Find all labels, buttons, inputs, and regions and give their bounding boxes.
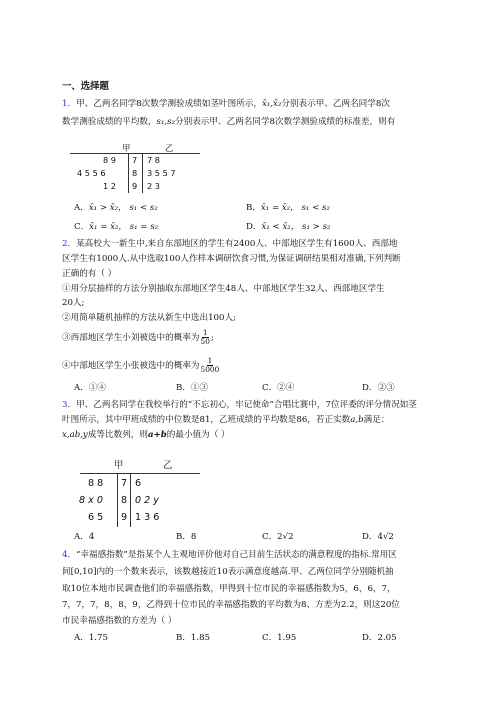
q2-number: 2． (62, 239, 77, 249)
q1-left-leaves-row-1: 8 9 (103, 155, 117, 165)
q3-line-3: x,ab,y成等比数列，则a+b的最小值为（ ） (62, 430, 230, 440)
q2-option-b[interactable]: B．①③ (176, 383, 209, 393)
q2-line-3: 正确的有（ ） (62, 269, 117, 279)
q2-statement-3: ③西部地区学生小刘被选中的概率为 $\frac{1}{50}$ ; (62, 328, 214, 346)
q4-line-2: 间[0,10]内的一个数来表示，该数越接近10表示满意度越高.甲、乙两位同学分别随机抽 (62, 567, 394, 577)
q3-divider-right (130, 473, 131, 527)
q1-left-leaves-row-3: 1 2 (103, 181, 117, 191)
q3-left-header: 甲 (114, 460, 124, 471)
q4-line-4: 7，7，7，8，8，9，乙得到十位市民的幸福感指数的平均数为8、方差为2.2，则这20位 (62, 600, 400, 610)
q2-statement-1a: ①用分层抽样的方法分别抽取东部地区学生48人、中部地区学生32人、西部地区学生 (62, 284, 385, 294)
q4-option-d[interactable]: D．2.05 (362, 633, 397, 643)
q1-sd-symbol: s₁,s₂ (156, 117, 175, 127)
q3-header-rule (80, 473, 200, 474)
q3-option-a[interactable]: A．4 (74, 532, 95, 542)
q1-right-leaves-row-2: 3 5 5 7 (147, 168, 176, 178)
q3-option-c[interactable]: C．2√2 (262, 532, 294, 542)
q4-option-c[interactable]: C．1.95 (262, 633, 297, 643)
q2-line-2: 区学生有1000人.从中选取100人作样本调研饮食习惯,为保证调研结果相对准确,下列判断 (62, 254, 401, 264)
q1-means-symbol: x̄₁,x̄₂ (262, 99, 282, 109)
q3-stem-row-2: 8 (121, 495, 128, 506)
q1-number: 1． (62, 99, 77, 109)
q2-line-1: 2．某高校大一新生中,来自东部地区的学生有2400人、中部地区学生有1600人、西部地 (62, 239, 398, 249)
q4-option-a[interactable]: A．1.75 (74, 633, 108, 643)
q3-stem-row-1: 7 (121, 478, 128, 489)
q3-right-leaves-row-3: 1 3 6 (135, 512, 160, 523)
q4-line-3: 取10位本地市民调查他们的幸福感指数，甲得到十位市民的幸福感指数为5，6，6，7， (62, 584, 396, 594)
q2-statement-1b: 20人; (62, 298, 85, 308)
q4-line-1: 4．“幸福感指数”是指某个人主观地评价他对自己目前生活状态的满意程度的指标.常用区 (62, 550, 397, 560)
q1-line-1: 1．甲、乙两名同学8次数学测验成绩如茎叶图所示，x̄₁,x̄₂分别表示甲、乙两名同学8次 (62, 99, 390, 109)
q1-stem-row-1: 7 (132, 155, 138, 165)
q4-line-5: 市民幸福感指数的方差为（ ） (62, 616, 177, 626)
q2-fraction-1-50: $\frac{1}{50}$ (200, 328, 210, 346)
section-title: 一、选择题 (62, 81, 109, 92)
q4-interval: [0,10] (70, 567, 97, 577)
q1-right-header: 乙 (165, 143, 174, 153)
q4-number: 4． (62, 550, 77, 560)
q2-option-a[interactable]: A．①④ (74, 383, 107, 393)
q1-line-2: 数学测验成绩的平均数，s₁,s₂分别表示甲、乙两名同学8次数学测验成绩的标准差，则有 (62, 117, 396, 127)
q1-right-leaves-row-1: 7 8 (147, 155, 161, 165)
q1-divider-right (142, 153, 143, 193)
q4-option-b[interactable]: B．1.85 (176, 633, 211, 643)
q1-stem-row-2: 8 (132, 168, 138, 178)
q2-option-d[interactable]: D．②③ (362, 383, 395, 393)
q1-left-header: 甲 (122, 143, 131, 153)
q1-option-b[interactable]: B．x̄₁ = x̄₂， s₁ < s₂ (246, 203, 330, 213)
q3-number: 3． (62, 400, 77, 410)
q1-option-d[interactable]: D．x̄₁ < x̄₂， s₁ > s₂ (246, 222, 331, 232)
q1-right-leaves-row-3: 2 3 (147, 181, 161, 191)
q3-option-d[interactable]: D．4√2 (362, 532, 394, 542)
q1-left-leaves-row-2: 4 5 5 6 (77, 168, 106, 178)
q3-option-b[interactable]: B．8 (176, 532, 197, 542)
q3-stem-leaf-plot (80, 457, 200, 527)
q1-option-a[interactable]: A．x̄₁ > x̄₂， s₁ < s₂ (74, 203, 158, 213)
q2-statement-4: ④中部地区学生小张被选中的概率为 $\frac{1}{5000}$ (62, 356, 220, 374)
q3-left-leaves-row-3: 6 5 (88, 512, 104, 523)
q1-stem-row-3: 9 (132, 181, 138, 191)
q1-divider-left (128, 153, 129, 193)
q3-divider-left (117, 473, 118, 527)
q3-right-header: 乙 (163, 460, 173, 471)
q3-stem-row-3: 9 (121, 512, 128, 523)
q3-line-2: 叶图所示，其中甲班成绩的中位数是81，乙班成绩的平均数是86，若正实数a,b满足： (62, 415, 390, 425)
q3-right-leaves-row-2: 0 2 y (135, 495, 159, 506)
q1-stem-leaf-plot (70, 142, 200, 194)
q2-fraction-1-5000: $\frac{1}{5000}$ (200, 356, 220, 374)
q3-right-leaves-row-1: 6 (135, 478, 142, 489)
q2-option-c[interactable]: C．②④ (262, 383, 295, 393)
q3-line-1: 3．甲、乙两名同学在我校举行的“不忘初心，牢记使命”合唱比赛中，7位评委的评分情况如茎 (62, 400, 417, 410)
q3-left-leaves-row-2: 8 x 0 (79, 495, 103, 506)
q1-option-c[interactable]: C．x̄₁ = x̄₂， s₁ = s₂ (74, 222, 159, 232)
q3-left-leaves-row-1: 8 8 (88, 478, 104, 489)
q1-header-rule (70, 153, 200, 154)
q2-statement-2: ②用简单随机抽样的方法从新生中选出100人; (62, 313, 236, 323)
